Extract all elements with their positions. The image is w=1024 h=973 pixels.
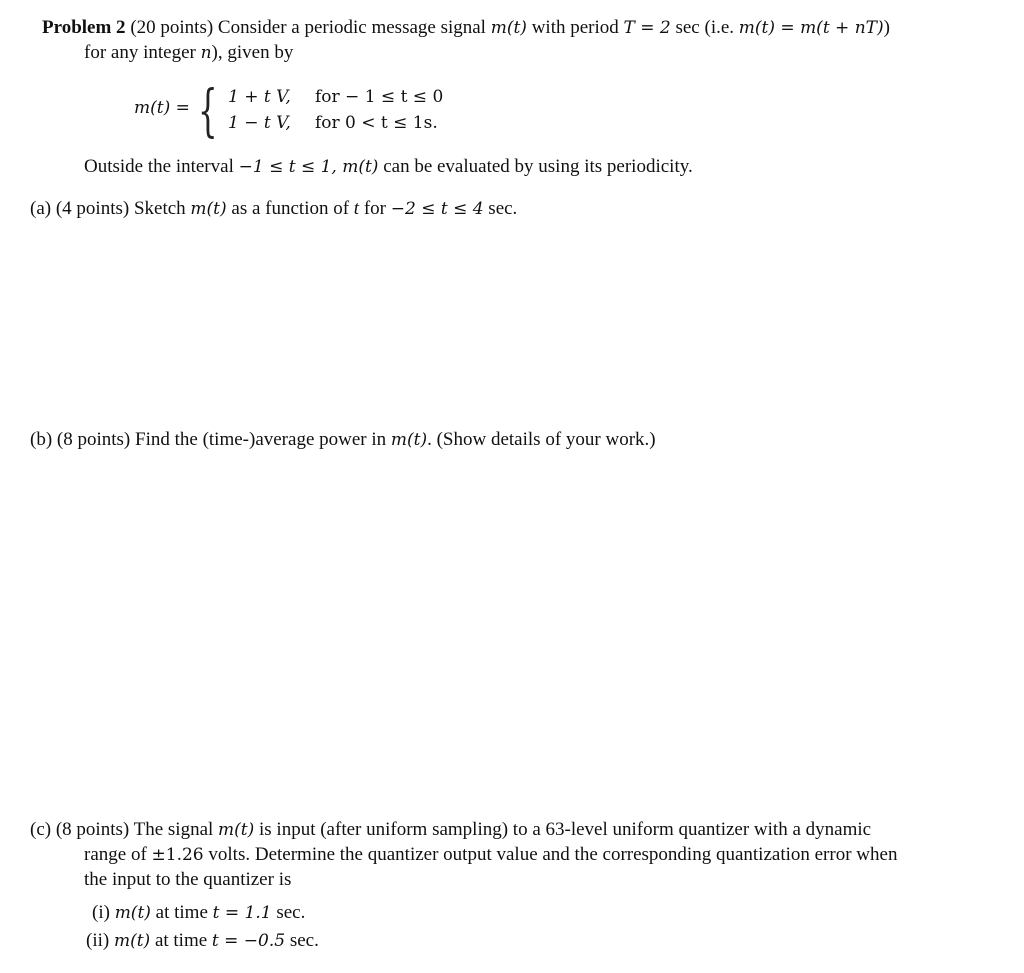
intro-text-1: (20 points) Consider a periodic message signal (130, 17, 486, 38)
part-a-math-m: m(t) (190, 199, 227, 219)
part-a-math-t: t (353, 198, 360, 219)
part-c-math-m: m(t) (218, 820, 255, 840)
definition-conditions (315, 84, 443, 136)
intro-math-m: m(t) (490, 18, 527, 38)
left-brace-icon: { (198, 79, 218, 144)
part-a-math-range: −2 ≤ t ≤ 4 (390, 199, 484, 219)
part-c-label: (c) (30, 819, 52, 840)
part-c-sub-i (92, 901, 305, 925)
problem-heading: Problem 2 (42, 17, 126, 38)
part-b-math-m: m(t) (390, 430, 428, 450)
intro-math-periodicity: m(t) = m(t + nT) (738, 18, 884, 38)
part-a-text-3: for (363, 198, 386, 219)
part-a-text-1: (4 points) Sketch (55, 198, 186, 219)
sub-ii-text: at time (154, 930, 208, 951)
part-c-line-3: the input to the quantizer is (84, 869, 292, 890)
intro-text-2: with period (531, 17, 619, 38)
sub-i-unit: sec. (276, 902, 306, 923)
intro-text-3: sec (i.e. (675, 17, 735, 38)
part-b-text-2: . (Show details of your work.) (427, 429, 656, 450)
part-a-label: (a) (30, 198, 52, 219)
part-a-text-4: sec. (488, 198, 518, 219)
intro-close-paren: ) (883, 17, 890, 38)
definition-lhs: m(t) = (134, 98, 190, 118)
part-c-text-2b: volts. Determine the quantizer output value and the corresponding quantization error when (208, 844, 898, 865)
part-c-text-1b: is input (after uniform sampling) to a 63-level uniform quantizer with a dynamic (259, 819, 872, 840)
sub-ii-math-time: t = −0.5 (211, 931, 286, 951)
part-c-text-1a: (8 points) The signal (55, 819, 214, 840)
sub-ii-unit: sec. (289, 930, 319, 951)
sub-i-math-m: m(t) (114, 903, 151, 923)
periodicity-math-interval: −1 ≤ t ≤ 1, m(t) (238, 157, 379, 177)
intro-math-n: n (200, 43, 212, 63)
periodicity-note (84, 155, 693, 179)
case-2-condition: for 0 < t ≤ 1s. (315, 113, 438, 133)
sub-i-math-time: t = 1.1 (212, 903, 272, 923)
intro-line2-text-b: ), given by (211, 42, 294, 63)
periodicity-text-a: Outside the interval (84, 156, 234, 177)
problem-intro-line-2 (84, 41, 293, 65)
part-b-text-1: (8 points) Find the (time-)average power in (56, 429, 387, 450)
periodicity-text-b: can be evaluated by using its periodicity. (383, 156, 693, 177)
part-c-line-2 (84, 843, 897, 867)
part-b-label: (b) (30, 429, 53, 450)
definition-expressions (228, 84, 291, 136)
case-1-condition: for − 1 ≤ t ≤ 0 (315, 87, 444, 107)
problem-intro-line-1 (42, 16, 890, 40)
part-b (30, 428, 656, 452)
intro-math-period: T = 2 (623, 18, 671, 38)
part-c-math-range: ±1.26 (151, 845, 204, 865)
case-2-expression: 1 − t V, (228, 113, 291, 133)
part-c-text-2a: range of (84, 844, 147, 865)
part-a-text-2: as a function of (231, 198, 350, 219)
part-c-line-1 (30, 818, 871, 842)
case-1-expression: 1 + t V, (228, 87, 291, 107)
part-a (30, 197, 517, 221)
sub-i-label: (i) (92, 902, 110, 923)
intro-line2-text-a: for any integer (84, 42, 196, 63)
sub-ii-math-m: m(t) (113, 931, 151, 951)
part-c-sub-ii (86, 929, 319, 953)
sub-ii-label: (ii) (86, 930, 110, 951)
sub-i-text: at time (155, 902, 208, 923)
